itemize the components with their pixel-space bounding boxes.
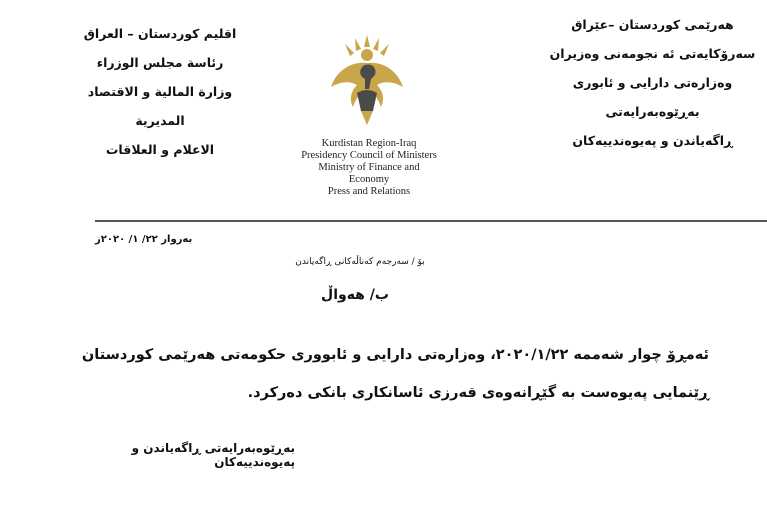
- english-header-line: Kurdistan Region-Iraq: [321, 138, 417, 149]
- recipient-line: بۆ / سەرجەم کەناڵەکانی ڕاگەیاندن: [295, 257, 425, 267]
- arabic-header: [70, 27, 250, 172]
- kurdish-header-line: بەڕێوەبەرایەتی: [605, 104, 700, 119]
- header-divider: [95, 220, 767, 222]
- body-paragraph-line: ئەمڕۆ چوار شەممە ٢٠٢٠/١/٢٢، وەزارەتی دارایی و ئابووری حکومەتی هەرێمی کوردستان: [81, 347, 709, 363]
- kurdish-header-line: هەرێمی کوردستان –عێراق: [571, 17, 734, 32]
- kurdish-header: [545, 18, 760, 163]
- english-header: [280, 138, 458, 198]
- arabic-header-line: رئاسة مجلس الوزراء: [96, 55, 224, 70]
- english-header-line: Ministry of Finance and: [318, 162, 420, 173]
- kurdish-header-line: وەزارەتی دارایی و ئابوری: [572, 75, 733, 90]
- document-date: بەروار ٢٢/ ١/ ٢٠٢٠ز: [95, 234, 193, 245]
- arabic-header-line: اقليم كوردستان – العراق: [83, 26, 237, 41]
- english-header-line: Economy: [348, 174, 390, 185]
- arabic-header-line: وزارة المالية و الاقتصاد: [87, 84, 233, 99]
- kurdish-header-line: ڕاگەیاندن و پەیوەندییەکان: [572, 133, 733, 148]
- kurdish-header-line: سەرۆکایەتی ئه نجومەنی وەزیران: [549, 46, 756, 61]
- body-paragraph-line: ڕێنمایی پەیوەست بە گێڕانەوەی قەرزی ئاسانکاری بانکی دەرکرد.: [247, 385, 709, 401]
- kurdistan-emblem-logo: [327, 33, 407, 133]
- english-header-line: Press and Relations: [327, 186, 411, 197]
- arabic-header-line: الاعلام و العلاقات: [105, 142, 215, 157]
- english-header-line: Presidency Council of Ministers: [301, 150, 437, 161]
- signature-department: بەڕێوەبەرایەتی ڕاگەیاندن و پەیوەندییەکان: [131, 441, 295, 469]
- arabic-header-line: المديرية: [135, 113, 185, 128]
- subject-line: ب/ هەواڵ: [321, 287, 389, 303]
